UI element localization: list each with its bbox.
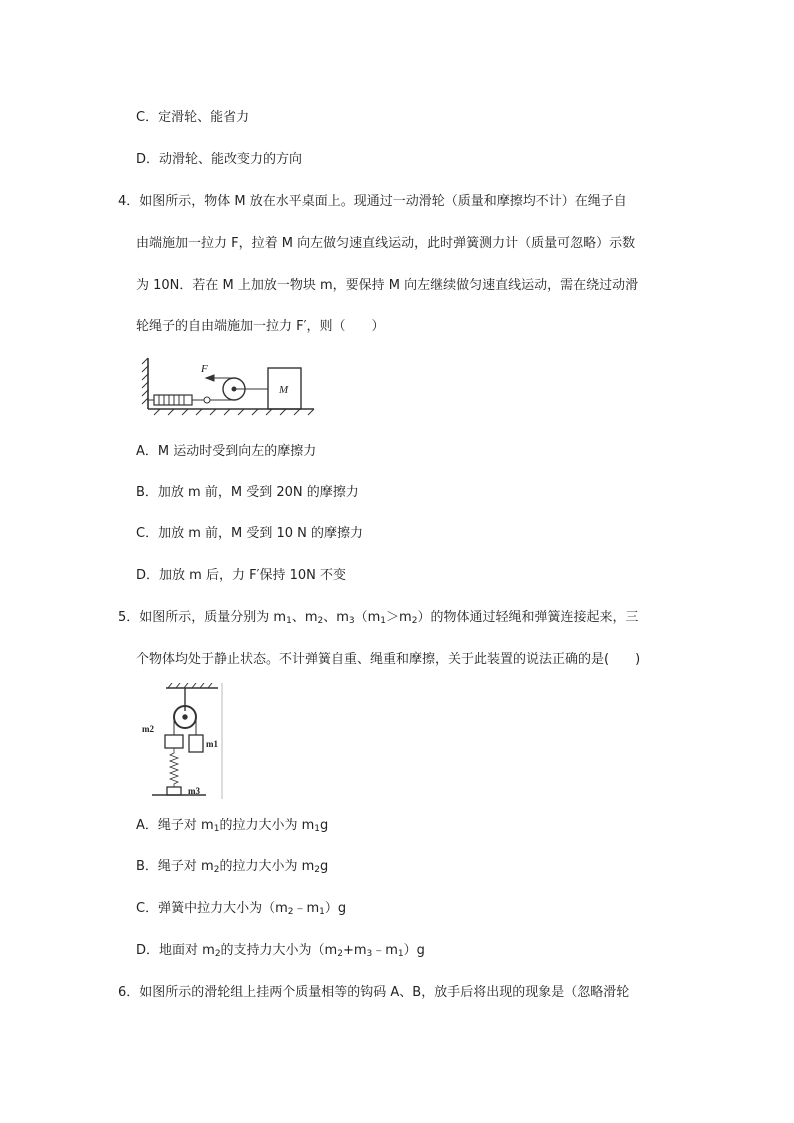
q3-option-d: D．动滑轮、能改变力的方向 bbox=[136, 152, 303, 167]
q5-stem-line-1: 5．如图所示，质量分别为 $m_1$、$m_2$、$m_3(m_1>m_2)$的物体通过轻绳和弹簧连接起来，三 bbox=[118, 610, 639, 626]
q4-option-a: A．M 运动时受到向左的摩擦力 bbox=[136, 444, 317, 459]
force-label: F bbox=[201, 363, 208, 375]
q4-stem-line-3: 为 10N．若在 M 上加放一物块 m，要保持 M 向左继续做匀速直线运动，需在绕过动滑 bbox=[136, 278, 639, 293]
q4-option-c: C．加放 m 前，M 受到 10 N 的摩擦力 bbox=[136, 526, 364, 541]
m2-label: m2 bbox=[142, 724, 154, 734]
q4-option-d: D．加放 m 后，力 F′保持 10N 不变 bbox=[136, 568, 347, 583]
q4-option-b: B．加放 m 前，M 受到 20N 的摩擦力 bbox=[136, 485, 359, 500]
q4-stem-line-2: 由端施加一拉力 F，拉着 M 向左做匀速直线运动，此时弹簧测力计（质量可忽略）示数 bbox=[136, 236, 636, 251]
q5-stem-line-2: 个物体均处于静止状态。不计弹簧自重、绳重和摩擦，关于此装置的说法正确的是( ) bbox=[136, 652, 641, 667]
q4-pulley-figure bbox=[138, 356, 318, 418]
q5-option-c: C．弹簧中拉力大小为$(m_2﹣m_1)g$ bbox=[136, 901, 347, 917]
q5-option-a: A．绳子对 $m_1$的拉力大小为 $m_1g$ bbox=[136, 818, 329, 834]
q6-stem-line-1: 6．如图所示的滑轮组上挂两个质量相等的钩码 A、B，放手后将出现的现象是（忽略滑轮 bbox=[118, 985, 630, 1000]
m1-label: m1 bbox=[206, 739, 218, 749]
q4-stem-line-1: 4．如图所示，物体 M 放在水平桌面上。现通过一动滑轮（质量和摩擦均不计）在绳子自 bbox=[118, 194, 627, 209]
q4-stem-line-4: 轮绳子的自由端施加一拉力 F′，则（ ） bbox=[136, 319, 385, 334]
m3-label: m3 bbox=[188, 786, 200, 796]
q5-option-d: D．地面对 $m_2$的支持力大小为$(m_2+m_3﹣m_1)g$ bbox=[136, 943, 425, 959]
block-m-label: M bbox=[279, 384, 289, 396]
q5-pulley-figure bbox=[140, 683, 224, 801]
q3-option-c: C．定滑轮、能省力 bbox=[136, 110, 250, 125]
q5-option-b: B．绳子对 $m_2$的拉力大小为 $m_2g$ bbox=[136, 859, 329, 875]
